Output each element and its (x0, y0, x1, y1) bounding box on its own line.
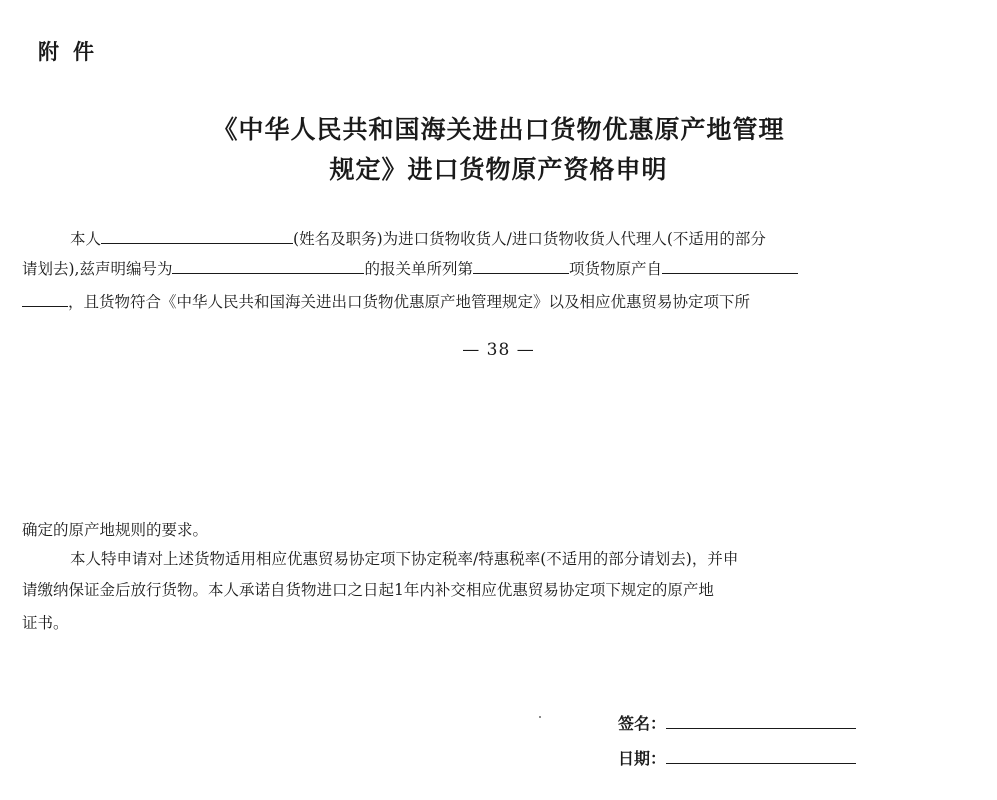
page-number: — 38 — (462, 340, 535, 360)
declaration-line-3 (22, 290, 750, 312)
item-number-blank[interactable] (473, 257, 569, 274)
date-blank[interactable] (666, 745, 856, 764)
origin-country-blank[interactable] (662, 257, 798, 274)
declaration-text: 本人 (70, 230, 102, 248)
declaration-text: (姓名及职务)为进口货物收货人/进口货物收货人代理人(不适用的部分 (293, 230, 766, 248)
continuation-line-1: 确定的原产地规则的要求。 (22, 521, 209, 539)
continuation-line-2: 本人特申请对上述货物适用相应优惠贸易协定项下协定税率/特惠税率(不适用的部分请划去)，并申 (70, 550, 739, 568)
declaration-text: ，且货物符合《中华人民共和国海关进出口货物优惠原产地管理规定》以及相应优惠贸易协定项下所 (68, 293, 751, 311)
signature-row (618, 710, 856, 734)
scan-speck (539, 716, 541, 718)
date-row (618, 745, 856, 769)
declaration-number-blank[interactable] (172, 257, 364, 274)
declaration-text: 请划去),兹声明编号为 (22, 260, 173, 278)
declaration-line-1 (70, 227, 766, 249)
declaration-line-2 (22, 257, 798, 279)
document-title-line-1: 《中华人民共和国海关进出口货物优惠原产地管理 (212, 115, 785, 144)
document-title-line-2: 规定》进口货物原产资格申明 (329, 155, 668, 184)
origin-country-blank-continued[interactable] (22, 290, 68, 307)
date-label: 日期： (618, 749, 667, 768)
name-title-blank[interactable] (101, 227, 293, 244)
continuation-line-3: 请缴纳保证金后放行货物。本人承诺自货物进口之日起1年内补交相应优惠贸易协定项下规定的原产地 (22, 581, 714, 599)
signature-blank[interactable] (666, 710, 856, 729)
continuation-line-4: 证书。 (22, 614, 69, 632)
declaration-text: 项货物原产自 (569, 260, 663, 278)
declaration-text: 的报关单所列第 (364, 260, 473, 278)
signature-label: 签名： (618, 714, 667, 733)
attachment-label: 附件 (38, 39, 108, 64)
